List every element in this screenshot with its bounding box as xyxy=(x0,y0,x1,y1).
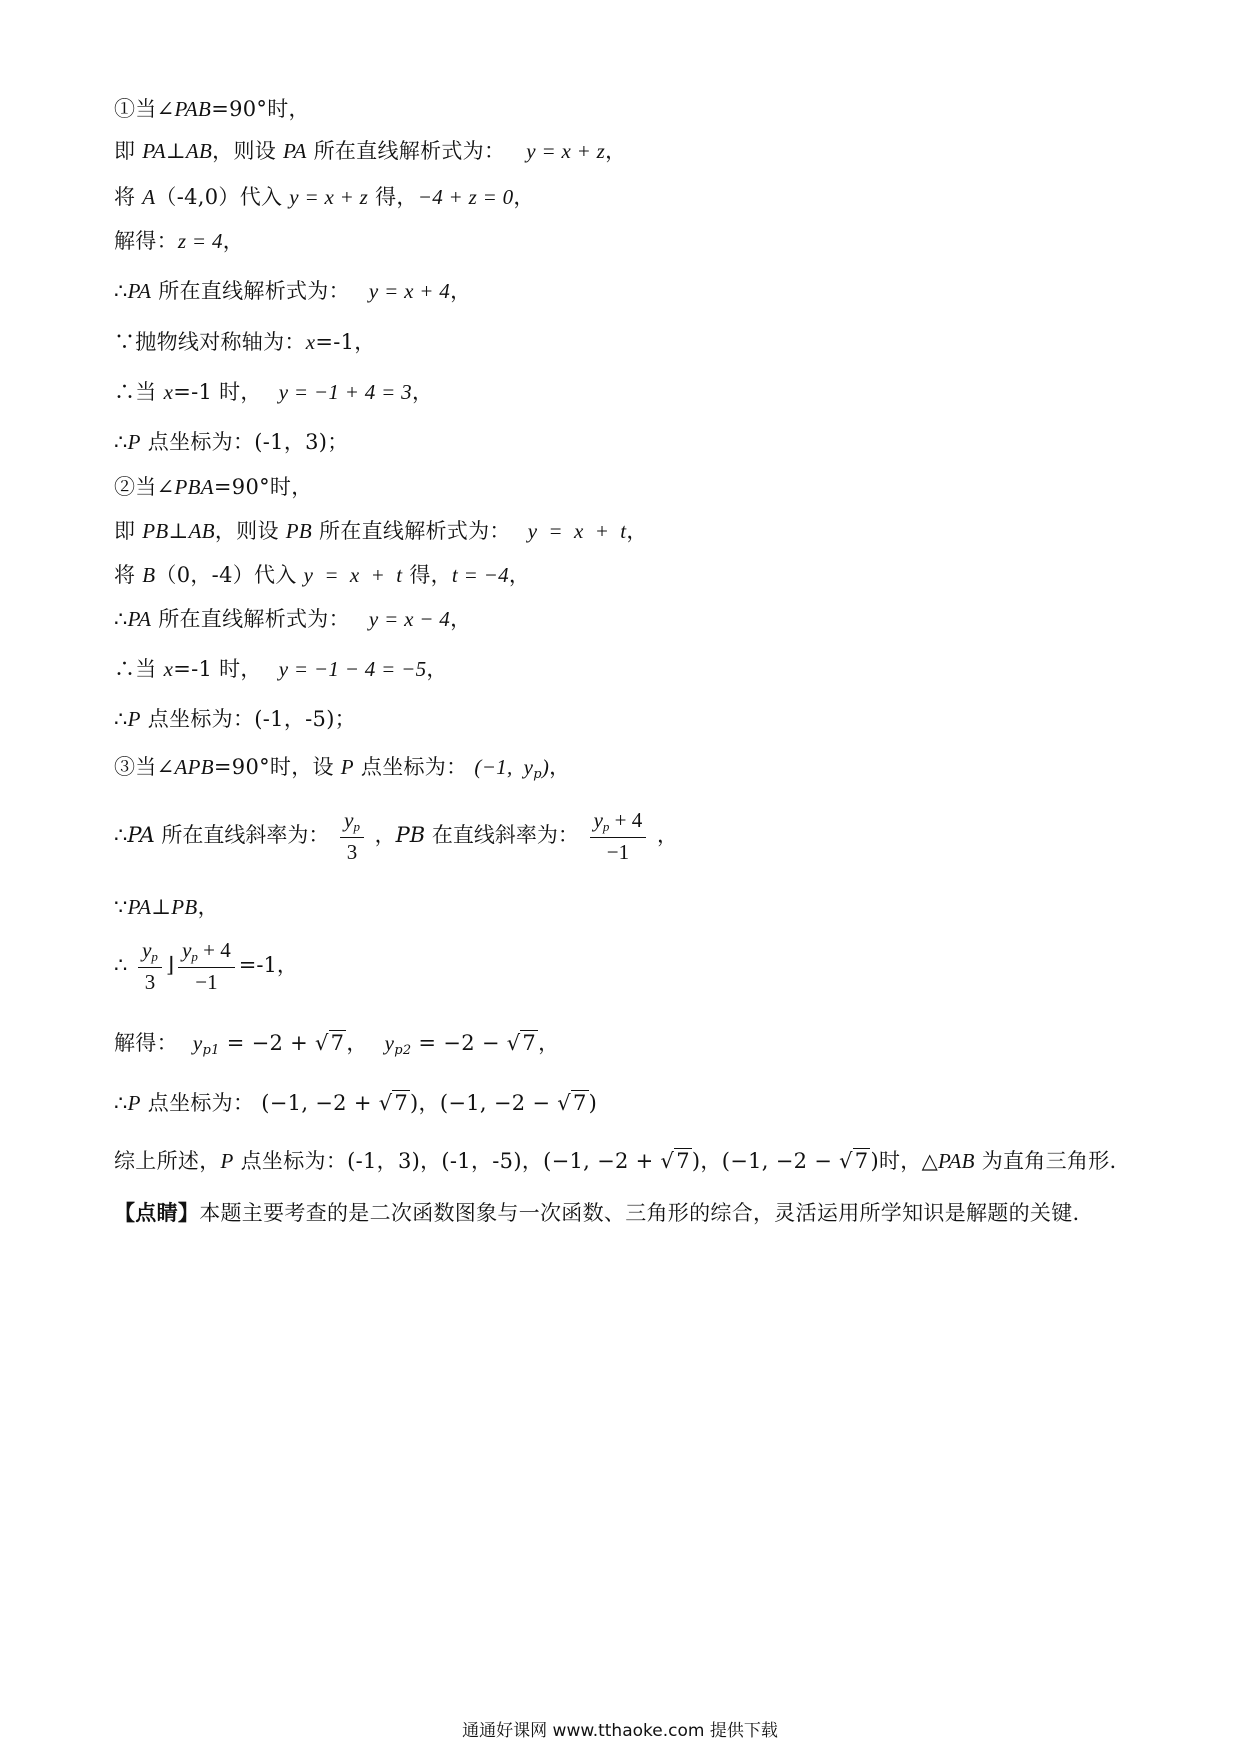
fraction-pb-slope: $\frac{y_p + 4}{-1}$ xyxy=(590,808,647,865)
axis-of-symmetry: ∵抛物线对称轴为：x=-1， xyxy=(114,330,376,354)
case-2-evaluate: ∴当 x=-1 时， y = −1 − 4 = −5， xyxy=(114,657,448,681)
case-2-substitute: 将 B（0，-4）代入 y = x + t 得，t = −4， xyxy=(114,563,531,587)
sqrt-symbol: √ xyxy=(557,1091,571,1115)
perpendicular-condition: ∵PA⊥PB， xyxy=(114,895,219,919)
summary-line: 综上所述，P 点坐标为：(-1，3)，(-1，-5)，(−1, −2 + √7)，(−1, −2 − √7)时，△PAB 为直角三角形. xyxy=(114,1149,1117,1173)
fraction-pb-slope-product: $\frac{y_p + 4}{-1}$ xyxy=(178,938,235,995)
case-1-line-equation: ∴PA 所在直线解析式为： y = x + 4， xyxy=(114,279,472,303)
case-2-result: ∴P 点坐标为：(-1，-5)； xyxy=(114,707,356,731)
sqrt-symbol: √ xyxy=(660,1149,675,1173)
remark-label: 【点睛】 xyxy=(114,1200,200,1225)
case-1-solve: 解得：z = 4， xyxy=(114,229,245,253)
slope-product-line: ∴ $\frac{y_p}{3}$ ⌋ $\frac{y_p + 4}{-1}$ =-1， xyxy=(114,938,298,994)
sqrt-symbol: √ xyxy=(506,1031,521,1055)
fraction-pa-slope-product: $\frac{y_p}{3}$ xyxy=(138,938,162,995)
page-footer: 通通好课网 www.tthaoke.com 提供下载 xyxy=(462,1721,778,1741)
case-1-substitute: 将 A（-4,0）代入 y = x + z 得，−4 + z = 0， xyxy=(114,185,535,209)
sqrt-symbol: √ xyxy=(839,1149,853,1173)
case-1-perpendicular: 即 PA⊥AB，则设 PA 所在直线解析式为： y = x + z， xyxy=(114,139,627,163)
case-1-result: ∴P 点坐标为：(-1，3)； xyxy=(114,430,349,454)
case-1-header: ①当∠PAB=90°时， xyxy=(114,97,310,121)
sqrt-symbol: √ xyxy=(378,1091,393,1115)
slope-line: ∴PA 所在直线斜率为： $\frac{y_p}{3}$ ，PB 在直线斜率为： $\frac{y_p + 4}{-1}$ ， xyxy=(114,808,678,864)
solve-yp-line: 解得： $y_{p1} = -2 + √7$， $y_{p2} = -2 - √7$， xyxy=(114,1031,560,1058)
remark-text: 本题主要考查的是二次函数图象与一次函数、三角形的综合，灵活运用所学知识是解题的关键. xyxy=(199,1201,1080,1225)
case-1-evaluate: ∴当 x=-1 时， y = −1 + 4 = 3， xyxy=(114,380,434,404)
remark-line xyxy=(114,1198,1150,1228)
fraction-pa-slope: $\frac{y_p}{3}$ xyxy=(340,808,364,865)
case-3-result: ∴P 点坐标为： (−1, −2 + √7)，(−1, −2 − √7) xyxy=(114,1091,598,1115)
case-3-header: ③当∠APB=90°时，设 P 点坐标为： (−1, $y_p$)， xyxy=(114,755,571,782)
case-2-perpendicular: 即 PB⊥AB，则设 PB 所在直线解析式为： y = x + t， xyxy=(114,519,648,543)
sqrt-symbol: √ xyxy=(314,1031,329,1055)
case-2-line-equation: ∴PA 所在直线解析式为： y = x − 4， xyxy=(114,607,472,631)
case-2-header: ②当∠PBA=90°时， xyxy=(114,475,313,499)
